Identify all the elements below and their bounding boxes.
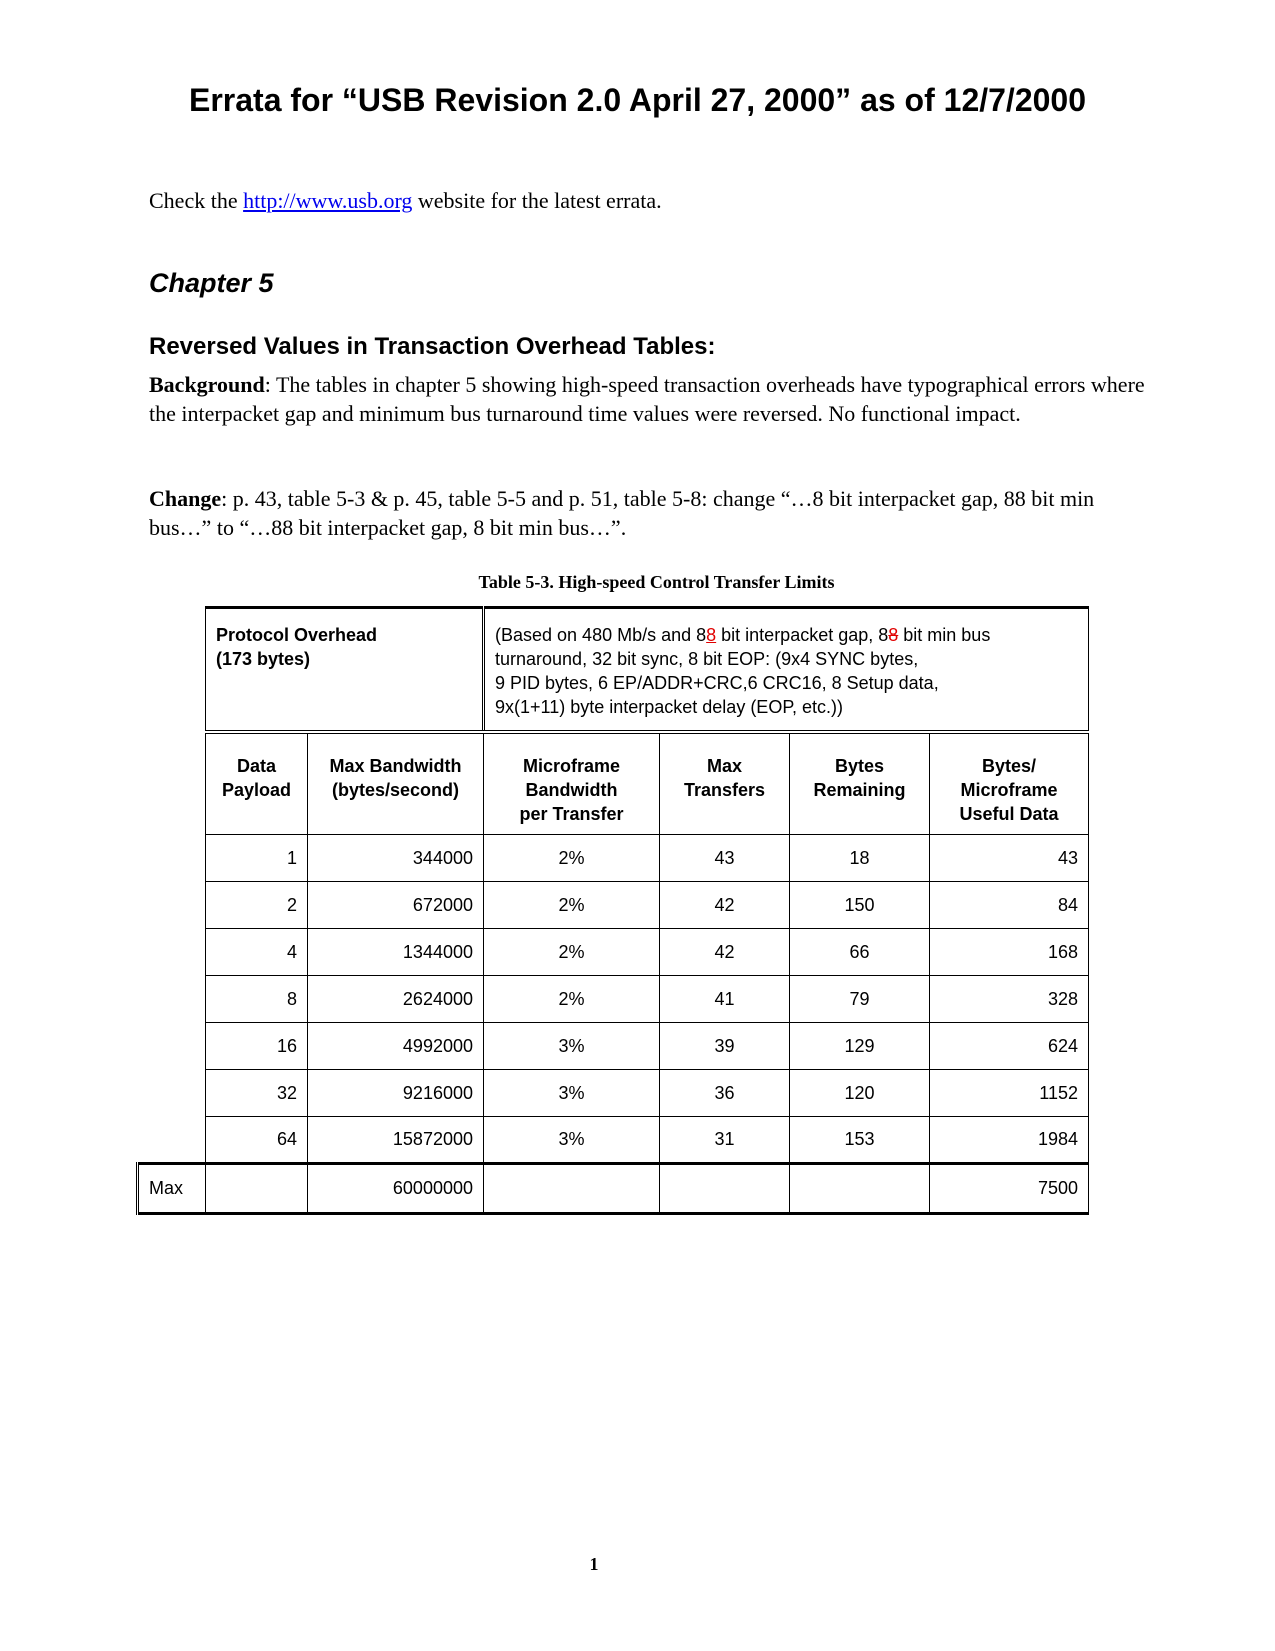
table-row	[138, 976, 1089, 1023]
table-row	[138, 835, 1089, 882]
background-label: Background	[149, 372, 265, 397]
page-title: Errata for “USB Revision 2.0 April 27, 2000” as of 12/7/2000	[188, 82, 1086, 118]
protocol-overhead-row	[138, 608, 1089, 732]
inserted-digit: 8	[706, 625, 717, 645]
cell-data-payload: 16	[206, 1023, 308, 1070]
cell-max-transfers: 36	[660, 1070, 790, 1117]
cell-bytes-remaining: 79	[790, 976, 930, 1023]
chapter-heading: Chapter 5	[149, 268, 274, 298]
table-row	[138, 1023, 1089, 1070]
cell-max-bandwidth: 2624000	[308, 976, 484, 1023]
header-row	[138, 732, 1089, 835]
control-transfer-limits-table	[136, 606, 1089, 1215]
cell-bytes-remaining: 153	[790, 1117, 930, 1164]
cell-useful-data: 7500	[930, 1164, 1089, 1214]
intro-text	[149, 186, 662, 216]
cell-data-payload: 64	[206, 1117, 308, 1164]
deleted-digit: 8	[888, 625, 899, 645]
page-number: 1	[589, 1554, 599, 1574]
blank-cell	[138, 608, 206, 732]
intro-before: Check the	[149, 188, 244, 213]
cell-microframe-bandwidth: 3%	[484, 1070, 660, 1117]
protocol-overhead-label: Protocol Overhead (173 bytes)	[206, 608, 484, 732]
cell-data-payload: 4	[206, 929, 308, 976]
cell-max-transfers: 42	[660, 882, 790, 929]
cell-microframe-bandwidth: 3%	[484, 1023, 660, 1070]
cell-max-bandwidth: 672000	[308, 882, 484, 929]
cell-max-bandwidth: 344000	[308, 835, 484, 882]
cell-data-payload: 2	[206, 882, 308, 929]
cell-max-transfers: 43	[660, 835, 790, 882]
cell-max-bandwidth: 1344000	[308, 929, 484, 976]
cell-microframe-bandwidth: 3%	[484, 1117, 660, 1164]
header-max-bandwidth: Max Bandwidth (bytes/second)	[308, 732, 484, 835]
cell-useful-data: 1152	[930, 1070, 1089, 1117]
cell-data-payload: 1	[206, 835, 308, 882]
table-caption: Table 5-3. High-speed Control Transfer Limits	[478, 572, 835, 592]
protocol-overhead-description: (Based on 480 Mb/s and 88 bit interpacket gap, 88 bit min bus turnaround, 32 bit sync, 8 bit EOP: (9x4 SYNC bytes, 9 PID bytes, 6 EP/ADDR+CRC,6 CRC16, 8 Setup data, 9x(1+11) byte interpacket delay (EOP, etc.))	[484, 608, 1089, 732]
table-row	[138, 1070, 1089, 1117]
header-data-payload: Data Payload	[206, 732, 308, 835]
table-row	[138, 882, 1089, 929]
cell-microframe-bandwidth: 2%	[484, 929, 660, 976]
section-heading: Reversed Values in Transaction Overhead Tables:	[149, 333, 716, 360]
cell-bytes-remaining: 150	[790, 882, 930, 929]
cell-max-bandwidth: 9216000	[308, 1070, 484, 1117]
max-label: Max	[138, 1164, 206, 1214]
cell-bytes-remaining: 129	[790, 1023, 930, 1070]
blank-cell	[138, 732, 206, 835]
table-row	[138, 929, 1089, 976]
cell-useful-data: 43	[930, 835, 1089, 882]
cell-bytes-remaining: 66	[790, 929, 930, 976]
cell-microframe-bandwidth: 2%	[484, 835, 660, 882]
cell-bytes-remaining: 120	[790, 1070, 930, 1117]
max-row	[138, 1164, 1089, 1214]
cell-microframe-bandwidth	[484, 1164, 660, 1214]
background-text: : The tables in chapter 5 showing high-speed transaction overheads have typographical errors where the interpacket gap and minimum bus turnaround time values were reversed. No functional impact.	[149, 372, 1145, 426]
cell-max-transfers: 39	[660, 1023, 790, 1070]
header-bytes-remaining: Bytes Remaining	[790, 732, 930, 835]
header-max-transfers: Max Transfers	[660, 732, 790, 835]
change-label: Change	[149, 486, 222, 511]
cell-useful-data: 168	[930, 929, 1089, 976]
change-text: : p. 43, table 5-3 & p. 45, table 5-5 and p. 51, table 5-8: change “…8 bit interpacket gap, 88 bit min bus…” to “…88 bit interpacket gap, 8 bit min bus…”.	[149, 486, 1095, 540]
cell-max-transfers: 42	[660, 929, 790, 976]
cell-useful-data: 624	[930, 1023, 1089, 1070]
table-row	[138, 1117, 1089, 1164]
cell-useful-data: 328	[930, 976, 1089, 1023]
intro-after: website for the latest errata.	[412, 188, 662, 213]
cell-max-transfers	[660, 1164, 790, 1214]
cell-max-transfers: 31	[660, 1117, 790, 1164]
cell-max-bandwidth: 60000000	[308, 1164, 484, 1214]
cell-useful-data: 1984	[930, 1117, 1089, 1164]
cell-data-payload	[206, 1164, 308, 1214]
background-paragraph	[149, 370, 1149, 428]
cell-bytes-remaining	[790, 1164, 930, 1214]
cell-microframe-bandwidth: 2%	[484, 882, 660, 929]
cell-useful-data: 84	[930, 882, 1089, 929]
cell-data-payload: 8	[206, 976, 308, 1023]
change-paragraph	[149, 484, 1149, 542]
header-useful-data: Bytes/ Microframe Useful Data	[930, 732, 1089, 835]
usb-website-link[interactable]: http://www.usb.org	[243, 188, 413, 213]
cell-bytes-remaining: 18	[790, 835, 930, 882]
header-microframe-bandwidth: Microframe Bandwidth per Transfer	[484, 732, 660, 835]
cell-max-transfers: 41	[660, 976, 790, 1023]
cell-data-payload: 32	[206, 1070, 308, 1117]
cell-microframe-bandwidth: 2%	[484, 976, 660, 1023]
cell-max-bandwidth: 15872000	[308, 1117, 484, 1164]
cell-max-bandwidth: 4992000	[308, 1023, 484, 1070]
